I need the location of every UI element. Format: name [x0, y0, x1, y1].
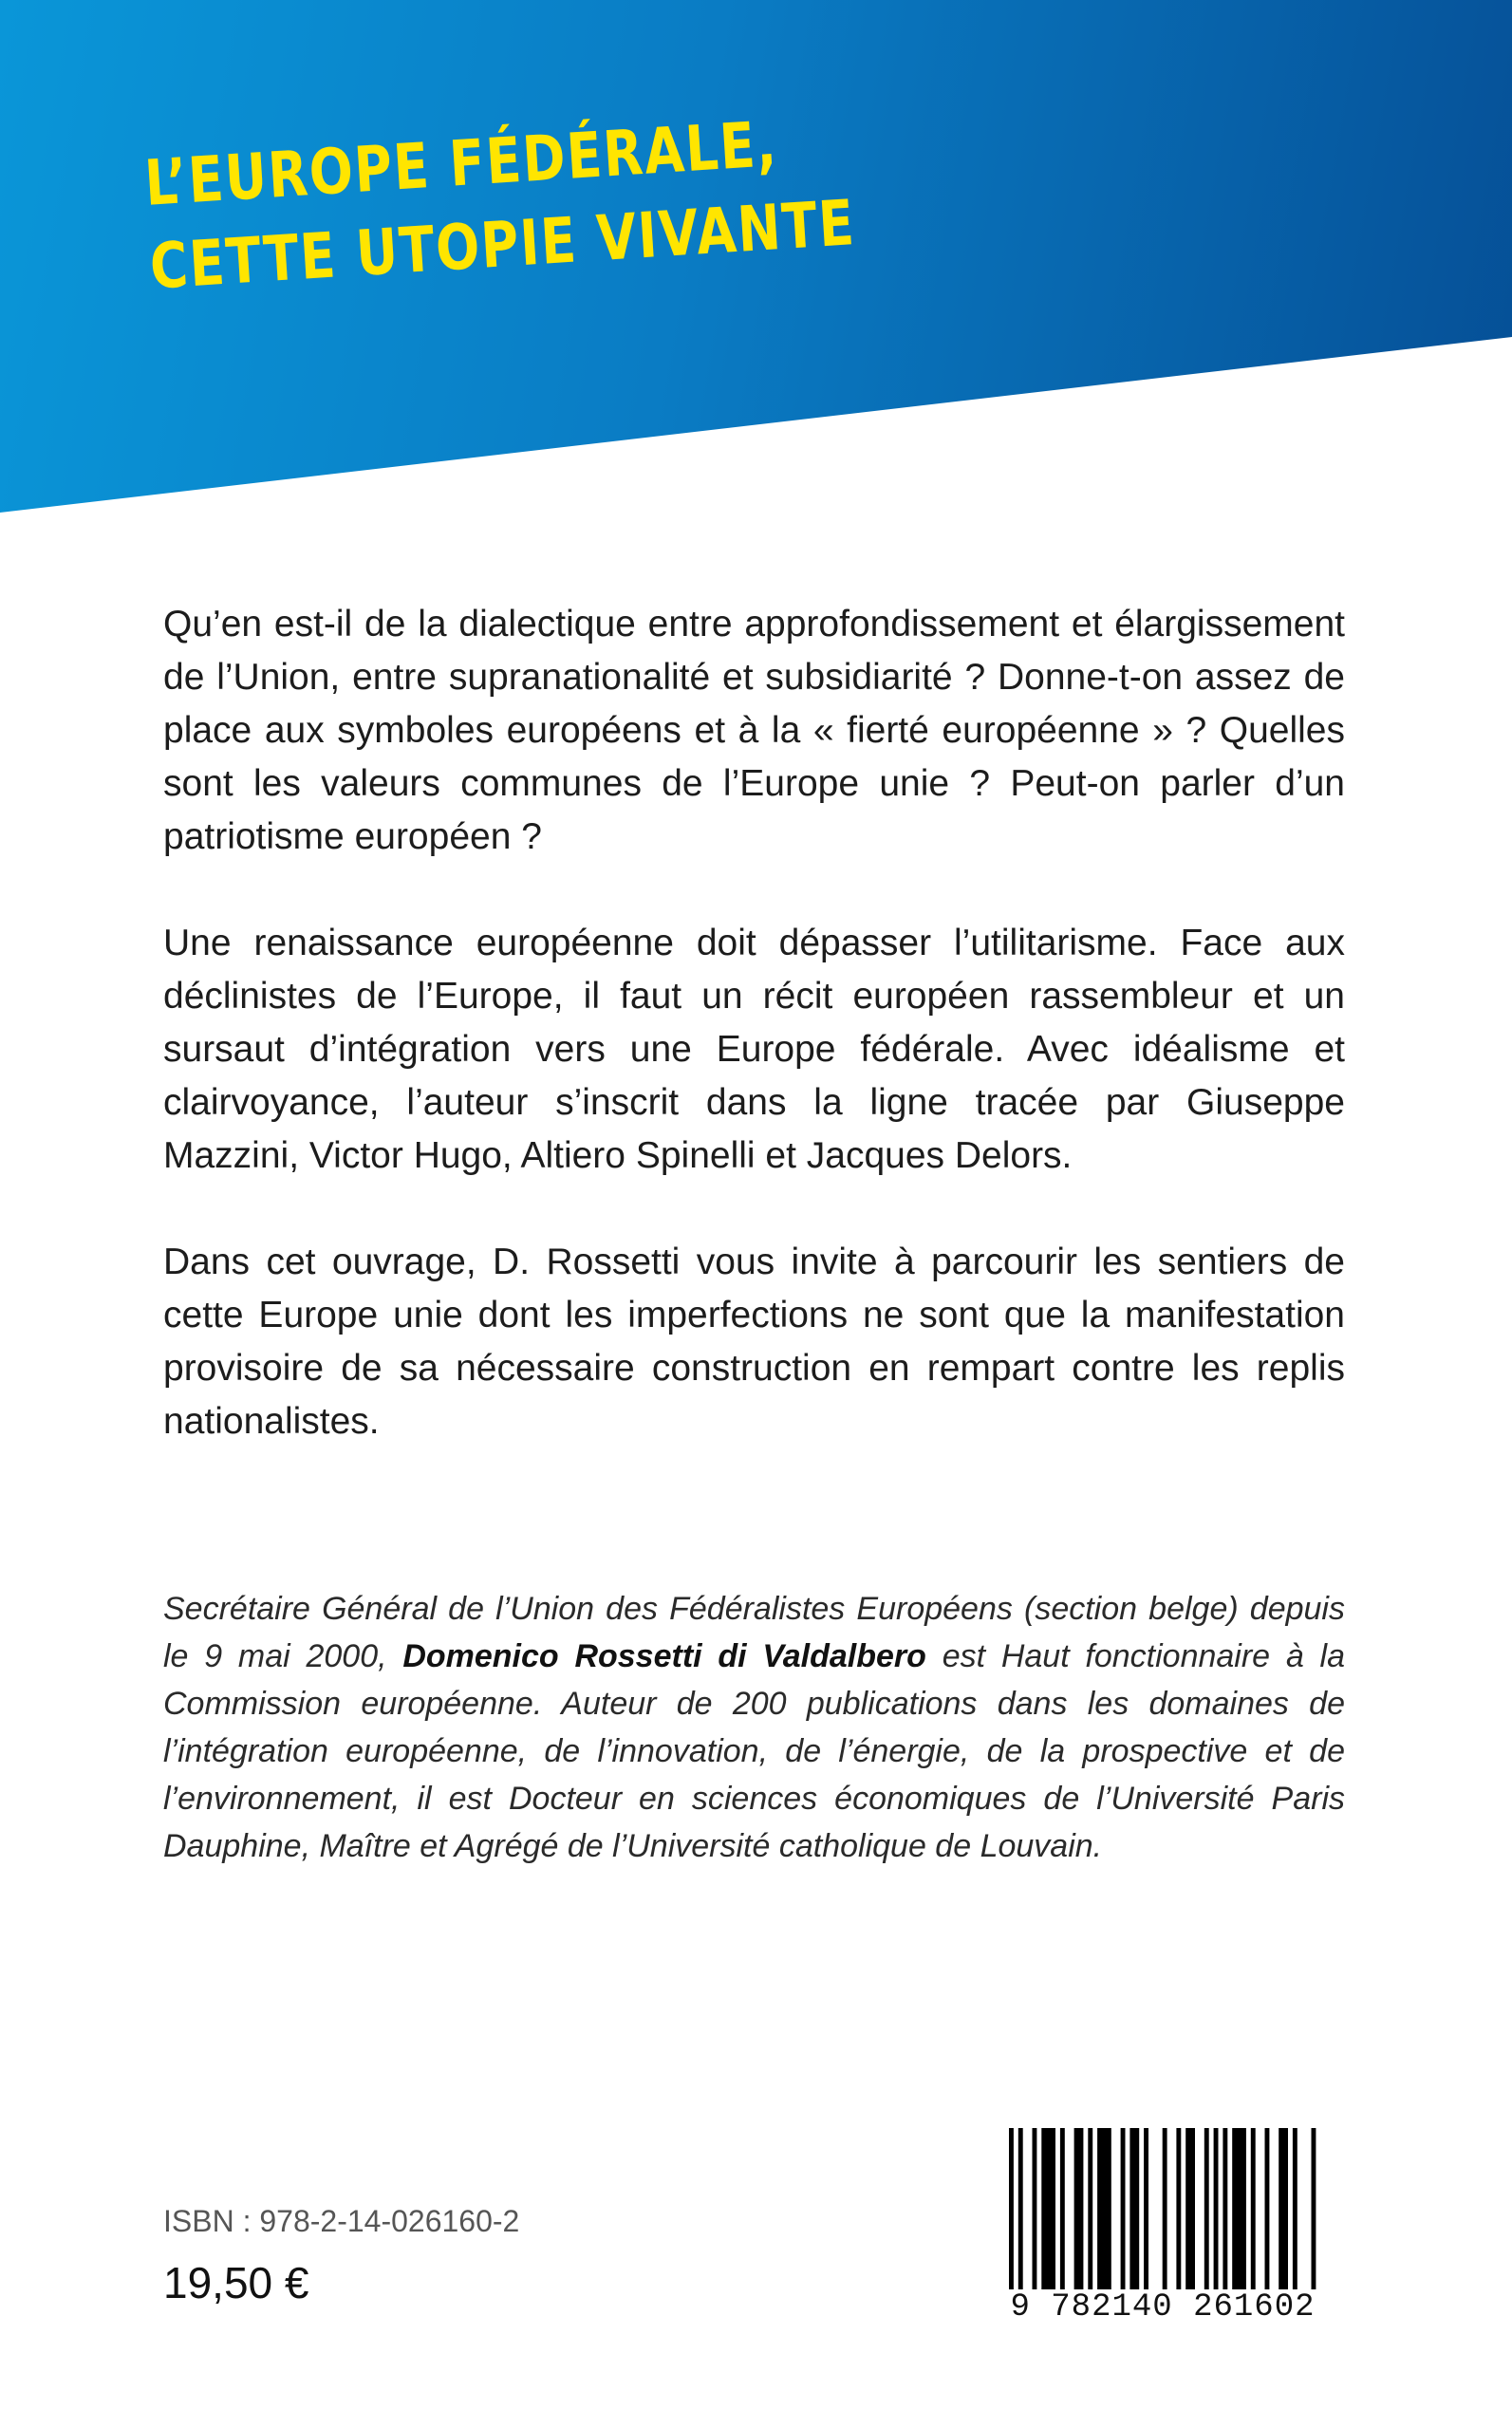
barcode — [992, 2128, 1334, 2342]
book-title-line-2: CETTE UTOPIE VIVANTE — [147, 186, 858, 304]
barcode-bars — [992, 2128, 1334, 2289]
barcode-digits: 9 782140 261602 — [1010, 2289, 1316, 2325]
author-bio-intro: Secrétaire Général de l’Union des Fédéralistes Européens (section belge) depuis le 9 mai 2000, — [163, 1591, 1345, 1674]
author-name: Domenico Rossetti di Valdalbero — [402, 1638, 926, 1674]
book-title-line-1: L’EUROPE FÉDÉRALE, — [142, 107, 780, 220]
summary-paragraph-3: Dans cet ouvrage, D. Rossetti vous invite à parcourir les sentiers de cette Europe unie dont les imperfections ne sont que la manifestation provisoire de sa nécessaire construction en rempart contre les replis nationalistes. — [163, 1242, 1345, 1442]
summary-paragraph-1: Qu’en est-il de la dialectique entre approfondissement et élargissement de l’Union, entre supranationalité et subsidiarité ? Donne-t-on assez de place aux symboles européens et à la « fierté européenne » ? Quelles sont les valeurs communes de l’Europe unie ? Peut-on parler d’un patriotisme européen ? — [163, 604, 1345, 857]
summary-paragraph-2: Une renaissance européenne doit dépasser l’utilitarisme. Face aux déclinistes de l’Europe, il faut un récit européen rassembleur et un sursaut d’intégration vers une Europe fédérale. Avec idéalisme et clairvoyance, l’auteur s’inscrit dans la ligne tracée par Giuseppe Mazzini, Victor Hugo, Altiero Spinelli et Jacques Delors. — [163, 923, 1345, 1176]
price-label: 19,50 € — [163, 2258, 309, 2307]
book-summary — [163, 598, 1345, 1502]
author-bio-details: est Haut fonctionnaire à la Commission européenne. Auteur de 200 publications dans les domaines de l’intégration européenne, de l’innovation, de l’énergie, de la prospective et de l’environnement, il est Docteur en sciences économiques de l’Université Paris Dauphine, Maître et Agrégé de l’Université catholique de Louvain. — [163, 1638, 1346, 1864]
isbn-label: ISBN : 978-2-14-026160-2 — [163, 2204, 520, 2238]
author-bio — [163, 1585, 1345, 1870]
